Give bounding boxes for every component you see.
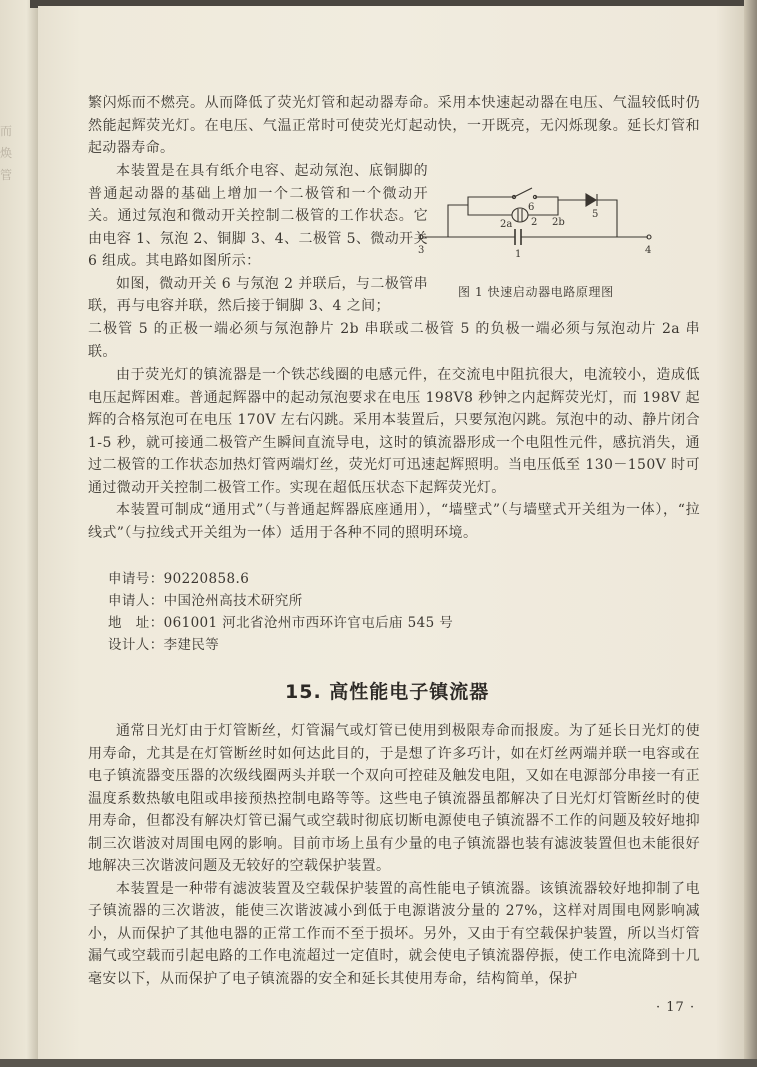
device-paragraph-1: 本装置是在具有纸介电容、起动氖泡、底铜脚的普通起动器的基础上增加一个二极管和一个微动开关。通过氖泡和微动开关控制二极管的工作状态。它由电容 1、氖泡 2、铜脚 3、4、二极管 5、微动开关 6 组成。其电路如图所示： [88,163,428,269]
intro-text: 繁闪烁而不燃亮。从而降低了荧光灯管和起动器寿命。采用本快速起动器在电压、气温较低时仍然能起辉荧光灯。在电压、气温正常时可使荧光灯起动快，一开既亮，无闪烁现象。延长灯管和起动器寿命。 [88,95,700,156]
device-paragraph-continued [88,318,700,363]
intro-paragraph [88,92,700,160]
device-description [88,160,428,318]
label-neon-2: 2 [531,217,538,228]
label-neon-2b: 2b [552,217,565,228]
figure-caption: 图 1 快速启动器电路原理图 [458,285,614,299]
label-switch-6: 6 [528,202,535,213]
ballast-explanation-paragraph: 由于荧光灯的镇流器是一个铁芯线圈的电感元件，在交流电中阻抗很大，电流较小，造成低电压起辉困难。普通起辉器中的起动氖泡要求在电压 198V8 秒钟之内起辉荧光灯，而 198V 起辉的合格氖泡可在电压 170V 左右闪跳。采用本装置后，只要氖泡闪跳。氖泡中的动、静片闭合 1-5 秒，就可接通二极管产生瞬间直流导电，这时的镇流器形成一个电阻性元件，感抗消失，通过二极管的工作状态加热灯管两端灯丝，荧光灯可迅速起辉照明。当电压低至 130－150V 时可通过微动开关控制二极管工作。实现在超低压状态下起辉荧光灯。 [88,367,700,496]
page-number: · 17 · [656,1000,696,1015]
label-neon-2a: 2a [500,219,513,230]
address: 地 址：061001 河北省沧州市西环许官屯后庙 545 号 [108,615,454,631]
scan-right-edge [744,0,757,1067]
section-15-paragraph-2: 本装置是一种带有滤波装置及空载保护装置的高性能电子镇流器。该镇流器较好地抑制了电子镇流器的三次谐波，能使三次谐波减小到低于电源谐波分量的 27%，这样对周围电网影响减小，从而保护了其他电器的正常工作而不至于损坏。另外，又由于有空载保护装置，所以当灯管漏气或空载而引起电路的工作电流超过一定值时，就会使电子镇流器停振，使工作电流降到十几毫安以下，从而保护了电子镇流器的安全和延长其使用寿命，结构简单，保护 [88,880,700,987]
application-number: 申请号：90220858.6 [108,571,250,587]
figure-1-circuit-diagram [418,175,680,300]
patent-info [108,568,453,656]
device-paragraph-2: 如图，微动开关 6 与氖泡 2 并联后，与二极管串联，再与电容并联，然后接于铜脚 3、4 之间； [88,275,428,314]
bleed-through-text: 而 焕 管 [0,124,13,182]
label-capacitor-1: 1 [515,249,522,260]
section-15-paragraph-1: 通常日光灯由于灯管断丝，灯管漏气或灯管已使用到极限寿命而报废。为了延长日光灯的使用寿命，尤其是在灯管断丝时如何达此目的，于是想了许多巧计，如在灯丝两端并联一电容或在电子镇流器变压器的次级线圈两头并联一个双向可控硅及触发电阻，又如在电源部分串接一有正温度系数热敏电阻或串接预热控制电路等等。这些电子镇流器虽都解决了日光灯灯管断丝时的使用寿命，但都没有解决灯管已漏气或空载时彻底切断电源使电子镇流器不工作的问题及较好地抑制三次谐波对周围电网的影响。目前市场上虽有少量的电子镇流器也装有滤波装置但也未能很好地解决三次谐波问题及无较好的空载保护装置。 [88,723,700,874]
label-diode-5: 5 [592,209,599,220]
label-pin-3: 3 [418,245,425,256]
body-paragraphs [88,364,700,544]
label-pin-4: 4 [645,245,652,256]
circuit-schematic [418,175,680,275]
applicant: 申请人：中国沧州高技术研究所 [108,593,303,609]
variants-paragraph: 本装置可制成“通用式”（与普通起辉器底座通用），“墙壁式”（与墙壁式开关组为一体），“拉线式”（与拉线式开关组为一体）适用于各种不同的照明环境。 [88,502,700,541]
scan-bottom-edge [0,1059,757,1067]
diode-wiring-text: 二极管 5 的正极一端必须与氖泡静片 2b 串联或二极管 5 的负极一端必须与氖泡动片 2a 串联。 [88,321,700,360]
designer: 设计人：李建民等 [108,637,220,653]
section-title: 15. 高性能电子镇流器 [285,681,490,703]
section-15-body [88,720,700,990]
